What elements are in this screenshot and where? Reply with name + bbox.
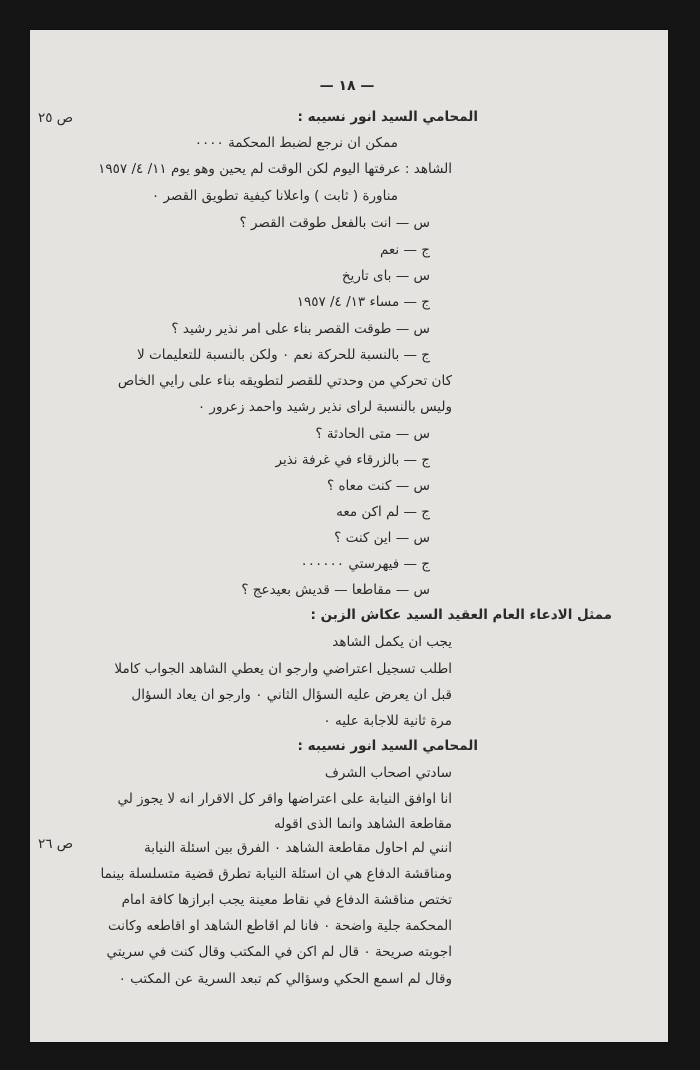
margin-page-ref: ص ٢٦ xyxy=(38,836,74,852)
text-line: س — متى الحادثة ؟ xyxy=(315,426,430,442)
text-line: ج — لم اكن معه xyxy=(336,504,430,520)
text-line: كان تحركي من وحدتي للقصر لتطويقه بناء على رايي الخاص xyxy=(117,373,452,389)
document-page xyxy=(30,30,668,1042)
text-line: انا اوافق النيابة على اعتراضها واقر كل الاقرار انه لا يجوز لي xyxy=(117,791,452,807)
text-line: انني لم احاول مقاطعة الشاهد ٠ الفرق بين اسئلة النيابة xyxy=(144,840,452,856)
text-line: س — باى تاريخ xyxy=(341,268,430,284)
text-line: س — انت بالفعل طوقت القصر ؟ xyxy=(239,215,430,231)
text-line: مناورة ( ثابت ) واعلانا كيفية تطويق القصر ٠ xyxy=(151,188,398,204)
text-line: ومناقشة الدفاع هي ان اسئلة النيابة تطرق قضية متسلسلة بينما xyxy=(100,866,452,882)
text-line: ممكن ان نرجع لضبط المحكمة ٠٠٠٠ xyxy=(194,135,398,151)
speaker-heading: المحامي السيد انور نسيبه : xyxy=(297,738,478,754)
text-line: سادتي اصحاب الشرف xyxy=(324,765,452,781)
text-line: س — طوقت القصر بناء على امر نذير رشيد ؟ xyxy=(171,321,430,337)
text-line: يجب ان يكمل الشاهد xyxy=(332,634,452,650)
text-line: ج — نعم xyxy=(379,242,430,258)
text-line: وقال لم اسمع الحكي وسؤالي كم تبعد السرية عن المكتب ٠ xyxy=(118,971,452,987)
page-number: — ١٨ — xyxy=(319,78,375,94)
text-line: ج — فيهرستي ٠٠٠٠٠٠ xyxy=(300,556,430,572)
text-line: تختص مناقشة الدفاع في نقاط معينة يجب ابرازها كافة امام xyxy=(121,892,452,908)
text-line: اجوبته صريحة ٠ قال لم اكن في المكتب وقال كنت في سريتي xyxy=(106,944,452,960)
text-line: الشاهد : عرفتها اليوم لكن الوقت لم يحين وهو يوم ١١/ ٤/ ١٩٥٧ xyxy=(98,161,452,177)
speaker-heading: المحامي السيد انور نسيبه : xyxy=(297,109,478,125)
text-line: مقاطعة الشاهد وانما الذى اقوله xyxy=(273,816,452,832)
text-line: س — مقاطعا — قديش بعيدعج ؟ xyxy=(241,582,430,598)
speaker-heading: ممثل الادعاء العام العقيد السيد عكاش الزبن : xyxy=(310,607,612,623)
text-line: ج — مساء ١٣/ ٤/ ١٩٥٧ xyxy=(296,294,430,310)
text-line: س — كنت معاه ؟ xyxy=(327,478,430,494)
margin-page-ref: ص ٢٥ xyxy=(38,110,74,126)
text-line: وليس بالنسبة لراى نذير رشيد واحمد زعرور ٠ xyxy=(197,399,452,415)
text-line: ج — بالزرقاء في غرفة نذير xyxy=(275,452,430,468)
text-line: مرة ثانية للاجابة عليه ٠ xyxy=(323,713,452,729)
text-line: ج — بالنسبة للحركة نعم ٠ ولكن بالنسبة للتعليمات لا xyxy=(137,347,430,363)
text-line: قبل ان يعرض عليه السؤال الثاني ٠ وارجو ان يعاد السؤال xyxy=(131,687,452,703)
text-line: س — اين كنت ؟ xyxy=(334,530,430,546)
text-line: المحكمة جلية واضحة ٠ فانا لم اقاطع الشاهد او اقاطعه وكانت xyxy=(107,918,452,934)
text-line: اطلب تسجيل اعتراضي وارجو ان يعطي الشاهد الجواب كاملا xyxy=(114,661,452,677)
